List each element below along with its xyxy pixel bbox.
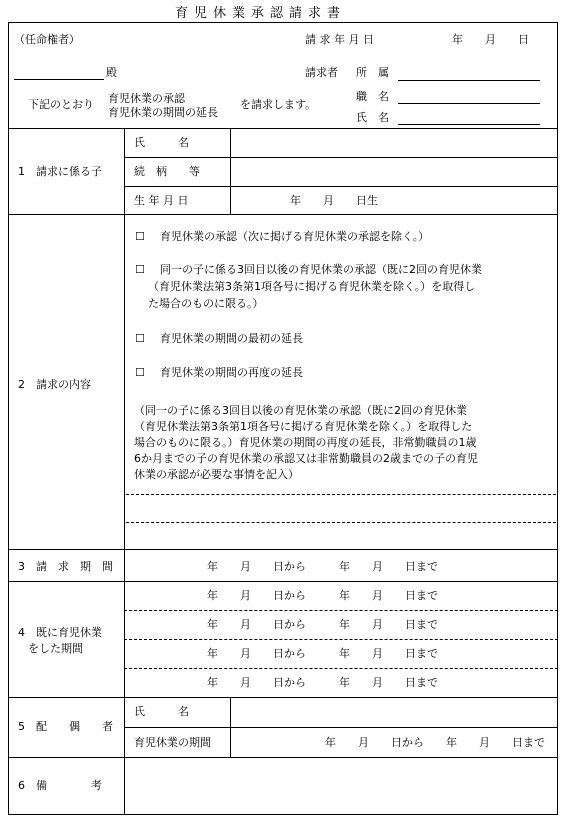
spouse-period-value[interactable]: 年 月 日から 年 月 日まで	[325, 736, 545, 749]
checkbox-approval[interactable]: ☐	[135, 230, 145, 243]
remarks-field[interactable]	[125, 758, 557, 814]
checkbox-second-extension[interactable]: ☐	[135, 366, 145, 379]
section6-label: 6 備 考	[18, 779, 102, 792]
section1-row-divider-2	[124, 186, 558, 187]
section4-row-divider-1	[124, 610, 558, 611]
section5-row-divider	[124, 727, 558, 728]
appointer-label: （任命権者）	[14, 33, 80, 46]
option-first-extension-label: 育児休業の期間の最初の延長	[160, 332, 303, 345]
divider-2	[8, 549, 558, 550]
prior-period-1[interactable]: 年 月 日から 年 月 日まで	[207, 589, 438, 602]
prior-period-2[interactable]: 年 月 日から 年 月 日まで	[207, 618, 438, 631]
section4-label-line1: 4 既に育児休業	[18, 626, 102, 639]
request-date-label: 請 求 年 月 日	[305, 33, 374, 46]
note-line-4: 6か月までの子の育児休業の承認又は非常勤職員の2歳までの子の育児	[134, 452, 478, 465]
position-label: 職 名	[356, 90, 389, 103]
requester-label: 請求者	[305, 66, 338, 79]
child-birth-value[interactable]: 年 月 日生	[290, 194, 378, 207]
affiliation-label: 所 属	[356, 66, 389, 79]
form-title: 育児休業承認請求書	[175, 6, 347, 21]
child-relation-field[interactable]	[231, 158, 557, 185]
request-period-value[interactable]: 年 月 日から 年 月 日まで	[207, 560, 438, 573]
note-line-5: 休業の承認が必要な事情を記入）	[134, 468, 299, 481]
spouse-name-field[interactable]	[231, 698, 557, 726]
section4-label-line2: をした期間	[28, 642, 83, 655]
label-column-divider	[124, 128, 125, 815]
option-third-approval-cont2: た場合のものに限る。）	[148, 297, 264, 310]
request-date-field[interactable]: 年 月 日	[452, 33, 529, 46]
spouse-period-label: 育児休業の期間	[134, 736, 211, 749]
section3-label: 3 請 求 期 間	[18, 560, 113, 573]
note-line-1: （同一の子に係る3回目以後の育児休業の承認（既に2回の育児休業	[134, 404, 467, 417]
option-third-approval-cont1: （育児休業法第3条第1項各号に掲げる育児休業を除く。）を取得し	[148, 280, 476, 293]
section2-label: 2 請求の内容	[18, 378, 91, 391]
note-line-2: （育児休業法第3条第1項各号に掲げる育児休業を除く。）を取得した	[134, 420, 473, 433]
section1-label: 1 請求に係る子	[18, 165, 102, 178]
option-second-extension-label: 育児休業の期間の再度の延長	[160, 366, 303, 379]
checkbox-first-extension[interactable]: ☐	[135, 332, 145, 345]
option-approval-label: 育児休業の承認（次に掲げる育児休業の承認を除く。）	[160, 230, 430, 243]
name-label: 氏 名	[356, 111, 389, 124]
prior-period-4[interactable]: 年 月 日から 年 月 日まで	[207, 676, 438, 689]
honorific-label: 殿	[106, 66, 117, 79]
child-relation-label: 続 柄 等	[134, 165, 200, 178]
child-birth-label: 生 年 月 日	[134, 194, 189, 207]
prior-period-3[interactable]: 年 月 日から 年 月 日まで	[207, 647, 438, 660]
intro-option-approval: 育児休業の承認	[108, 92, 185, 105]
section4-row-divider-3	[124, 668, 558, 669]
child-name-field[interactable]	[231, 129, 557, 156]
divider-3	[8, 581, 558, 582]
child-name-label: 氏 名	[134, 136, 189, 149]
checkbox-third-approval[interactable]: ☐	[135, 263, 145, 276]
option-third-approval-label: 同一の子に係る3回目以後の育児休業の承認（既に2回の育児休業	[160, 263, 482, 276]
divider-1	[8, 214, 558, 215]
section5-label: 5 配 偶 者	[18, 720, 113, 733]
intro-option-extension: 育児休業の期間の延長	[108, 106, 218, 119]
reason-line-1[interactable]	[126, 494, 556, 495]
note-line-3: 場合のものに限る。）育児休業の期間の再度の延長，非常勤職員の1歳	[134, 436, 477, 449]
spouse-name-label: 氏 名	[134, 705, 189, 718]
reason-line-2[interactable]	[126, 522, 556, 523]
intro-prefix: 下記のとおり	[28, 98, 94, 111]
intro-suffix: を請求します。	[240, 98, 317, 111]
section4-row-divider-2	[124, 639, 558, 640]
